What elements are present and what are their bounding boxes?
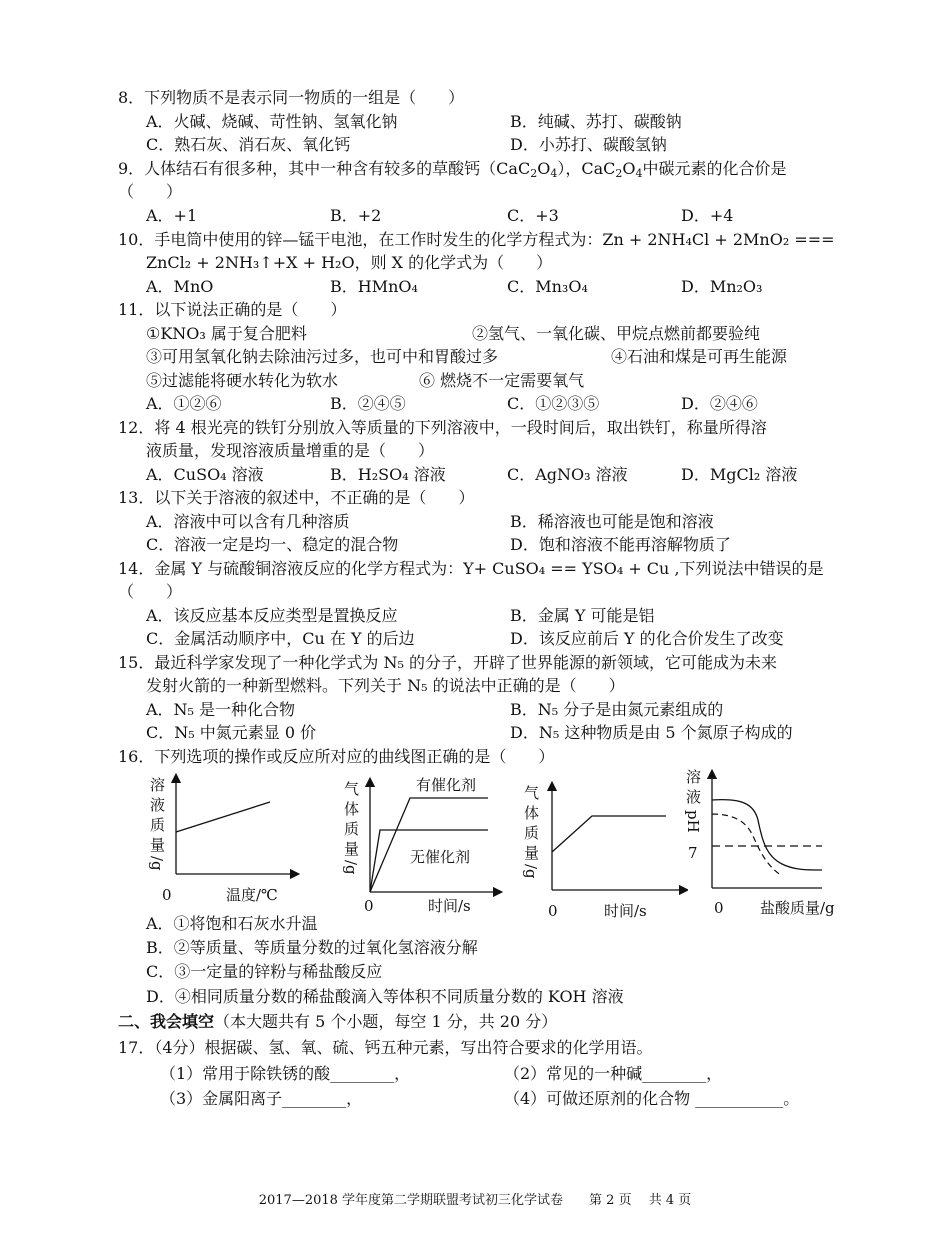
graph-2-origin: 0 [364, 897, 374, 915]
graph-2-ylabel-4: 量 [344, 840, 360, 858]
q16-option-d: D．④相同质量分数的稀盐酸滴入等体积不同质量分数的 KOH 溶液 [146, 987, 624, 1006]
q11-statement-6: ⑥ 燃烧不一定需要氧气 [419, 371, 585, 390]
q10-option-b: B．HMnO₄ [330, 277, 418, 296]
q11-statement-4: ④石油和煤是可再生能源 [611, 347, 788, 366]
graph-2-ylabel-5: /g [342, 860, 360, 875]
q12-option-b: B．H₂SO₄ 溶液 [330, 465, 446, 484]
q13-option-b: B．稀溶液也可能是饱和溶液 [510, 512, 714, 531]
q12-line1: 12．将 4 根光亮的铁钉分别放入等质量的下列溶液中，一段时间后，取出铁钉，称量所得溶 [118, 418, 767, 437]
q17-blank-4: （4）可做还原剂的化合物 ___________。 [504, 1089, 800, 1108]
q16-option-a: A．①将饱和石灰水升温 [146, 914, 318, 933]
q10-option-a: A．MnO [146, 277, 214, 296]
q8-option-d: D．小苏打、碳酸氢钠 [510, 135, 667, 154]
q11-option-b: B．②④⑤ [330, 394, 406, 413]
q14-line1: 14．金属 Y 与硫酸铜溶液反应的化学方程式为：Y+ CuSO₄ == YSO₄ + Cu ,下列说法中错误的是 [118, 559, 824, 578]
graph-1-origin: 0 [162, 886, 172, 904]
q12-option-d: D．MgCl₂ 溶液 [681, 465, 798, 484]
graph-3-ylabel-4: 量 [524, 844, 540, 862]
q15-option-c: C．N₅ 中氮元素显 0 价 [146, 723, 317, 742]
graph-1-ylabel-5: /g [148, 856, 166, 871]
q17-blank-1: （1）常用于除铁锈的酸________， [160, 1064, 411, 1083]
section-2-note: （本大题共有 5 个小题，每空 1 分，共 20 分） [214, 1012, 558, 1031]
q10-line1: 10．手电筒中使用的锌—锰干电池，在工作时发生的化学方程式为：Zn + 2NH₄Cl + 2MnO₂ === [118, 230, 835, 249]
graph-4-tick-7: 7 [688, 844, 698, 862]
graph-3-zinc-hydrochloric [518, 778, 688, 923]
q13-option-d: D．饱和溶液不能再溶解物质了 [510, 535, 731, 554]
graph-1-curve [176, 802, 270, 832]
q11-statement-2: ②氢气、一氧化碳、甲烷点燃前都要验纯 [472, 324, 761, 343]
q17-stem: 17．（4分）根据碳、氢、氧、硫、钙五种元素，写出符合要求的化学用语。 [118, 1038, 653, 1057]
page-footer: 2017—2018 学年度第二学期联盟考试初三化学试卷 第 2 页 共 4 页 [258, 1193, 692, 1208]
graph-1-ylabel-3: 质 [150, 816, 166, 834]
graph-1-ylabel-1: 溶 [150, 776, 166, 794]
q9-stem: 9．人体结石有很多种，其中一种含有较多的草酸钙$(CaC_2O_4)$，$CaC_2O_4$中碳元素的化合价是 [118, 159, 787, 180]
graph-3-curve [552, 816, 666, 852]
graph-4-ylabel-2: 液 [686, 788, 702, 806]
graph-3-ylabel-1: 气 [524, 784, 540, 802]
section-2-heading [118, 1012, 557, 1032]
graph-1-saturated-limewater [140, 770, 300, 910]
graph-1-ylabel-4: 量 [150, 836, 166, 854]
q11-statement-5: ⑤过滤能将硬水转化为软水 [146, 371, 339, 390]
q17-blank-3: （3）金属阳离子________， [160, 1089, 363, 1108]
q14-option-d: D．该反应前后 Y 的化合价发生了改变 [510, 629, 784, 648]
q9-option-b: B．+2 [330, 206, 382, 225]
q11-statement-1: ①KNO₃ 属于复合肥料 [146, 324, 307, 343]
q8-option-b: B．纯碱、苏打、碳酸钠 [510, 112, 682, 131]
graph-2-ylabel-3: 质 [344, 820, 360, 838]
graph-1-ylabel-2: 液 [150, 796, 166, 814]
graph-4-ph-curve [682, 764, 867, 919]
graph-2-ylabel-2: 体 [344, 800, 360, 818]
q11-option-d: D．②④⑥ [681, 394, 758, 413]
q10-line2: ZnCl₂ + 2NH₃↑+X + H₂O，则 X 的化学式为（ ） [146, 253, 553, 272]
graph-1-xlabel: 温度/℃ [226, 886, 278, 904]
graph-4-ylabel-1: 溶 [686, 768, 702, 786]
q14-option-c: C．金属活动顺序中，Cu 在 Y 的后边 [146, 629, 415, 648]
q13-stem: 13．以下关于溶液的叙述中，不正确的是（ ） [118, 488, 475, 507]
graph-3-xlabel: 时间/s [604, 902, 647, 920]
q14-option-b: B．金属 Y 可能是铝 [510, 606, 655, 625]
q16-stem: 16．下列选项的操作或反应所对应的曲线图正确的是（ ） [118, 747, 555, 766]
graph-2-xlabel: 时间/s [428, 897, 471, 915]
graph-2-ylabel-1: 气 [344, 780, 360, 798]
q9-paren: （ ） [118, 182, 183, 201]
graph-2-label-catalyst: 有催化剂 [416, 776, 477, 794]
graph-4-curve-solid [712, 800, 822, 870]
graph-3-ylabel-5: /g [522, 864, 540, 879]
q13-option-a: A．溶液中可以含有几种溶质 [146, 512, 350, 531]
q12-option-a: A．CuSO₄ 溶液 [146, 465, 264, 484]
q8-option-c: C．熟石灰、消石灰、氧化钙 [146, 135, 351, 154]
q17-blank-2: （2）常见的一种碱________， [504, 1064, 723, 1083]
q10-option-c: C．Mn₃O₄ [507, 277, 588, 296]
q11-option-c: C．①②③⑤ [507, 394, 600, 413]
q15-option-b: B．N₅ 分子是由氮元素组成的 [510, 700, 724, 719]
q12-line2: 液质量，发现溶液质量增重的是（ ） [146, 441, 435, 460]
q15-option-a: A．N₅ 是一种化合物 [146, 700, 296, 719]
graph-4-curve-dashed [712, 814, 782, 876]
q15-line1: 15．最近科学家发现了一种化学式为 N₅ 的分子，开辟了世界能源的新领域，它可能成为未来 [118, 653, 777, 672]
q8-option-a: A．火碱、烧碱、苛性钠、氢氧化钠 [146, 112, 398, 131]
graph-2-label-no-catalyst: 无催化剂 [410, 848, 471, 866]
q8-stem: 8．下列物质不是表示同一物质的一组是（ ） [118, 88, 465, 107]
q11-stem: 11．以下说法正确的是（ ） [118, 300, 347, 319]
q13-option-c: C．溶液一定是均一、稳定的混合物 [146, 535, 399, 554]
q14-paren: （ ） [118, 582, 183, 601]
graph-2-curve-catalyst [370, 798, 488, 892]
q15-line2: 发射火箭的一种新型燃料。下列关于 N₅ 的说法中正确的是（ ） [146, 676, 625, 695]
graph-4-ylabel-3: pH [684, 810, 702, 833]
q9-option-d: D．+4 [681, 206, 734, 225]
q16-option-b: B．②等质量、等质量分数的过氧化氢溶液分解 [146, 938, 478, 957]
graph-4-origin: 0 [714, 899, 724, 917]
graph-3-ylabel-3: 质 [524, 824, 540, 842]
q14-option-a: A．该反应基本反应类型是置换反应 [146, 606, 398, 625]
section-2-title: 二、我会填空 [118, 1012, 215, 1031]
graph-2-hydrogen-peroxide [338, 770, 503, 920]
q15-option-d: D．N₅ 这种物质是由 5 个氮原子构成的 [510, 723, 793, 742]
q9-option-c: C．+3 [507, 206, 559, 225]
q11-option-a: A．①②⑥ [146, 394, 222, 413]
graph-4-xlabel: 盐酸质量/g [760, 899, 835, 917]
q11-statement-3: ③可用氢氧化钠去除油污过多，也可中和胃酸过多 [146, 347, 499, 366]
graph-3-ylabel-2: 体 [524, 804, 540, 822]
q9-option-a: A．+1 [146, 206, 198, 225]
q16-option-c: C．③一定量的锌粉与稀盐酸反应 [146, 962, 383, 981]
q10-option-d: D．Mn₂O₃ [681, 277, 763, 296]
graph-3-origin: 0 [548, 902, 558, 920]
q12-option-c: C．AgNO₃ 溶液 [507, 465, 628, 484]
